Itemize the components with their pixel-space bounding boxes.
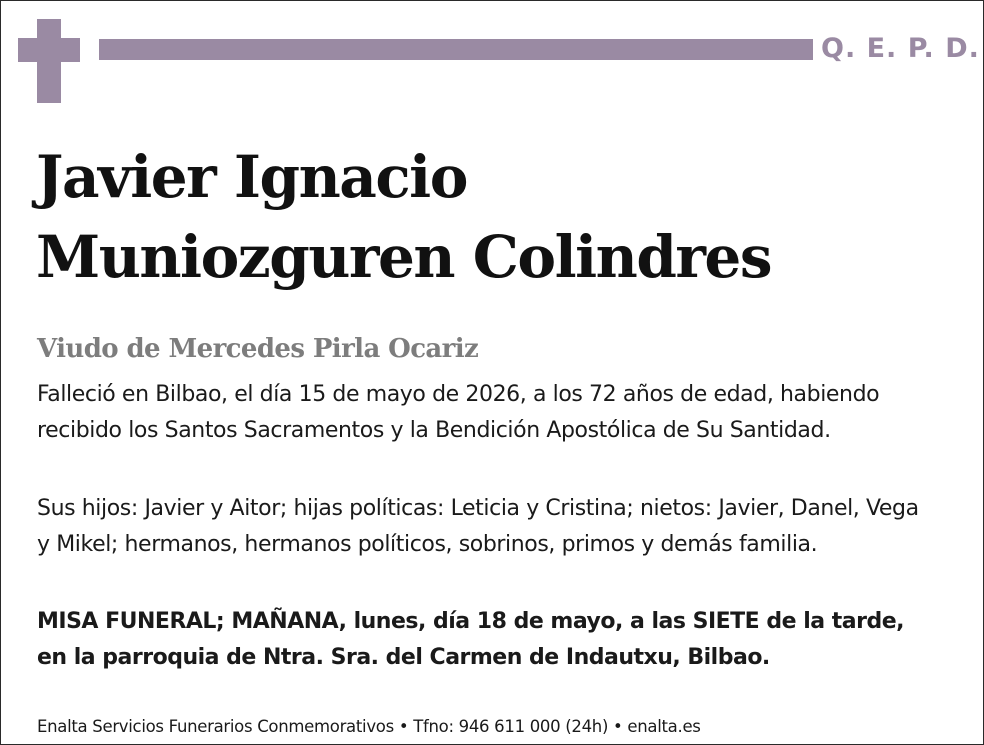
- deceased-name-line2: Muniozguren Colindres: [36, 223, 771, 291]
- family-paragraph: Sus hijos: Javier y Aitor; hijas políticas: Leticia y Cristina; nietos: Javier, Danel, Vega y Mikel; hermanos, hermanos políticos, sobrinos, primos y demás familia.: [37, 496, 919, 557]
- header-rule: [99, 39, 813, 60]
- deceased-name: [36, 137, 771, 297]
- deceased-name-line1: Javier Ignacio: [36, 143, 467, 211]
- death-notice-paragraph: Falleció en Bilbao, el día 15 de mayo de 2026, a los 72 años de edad, habiendo recibido los Santos Sacramentos y la Bendición Apostólica de Su Santidad.: [37, 382, 880, 443]
- footer-contact: Enalta Servicios Funerarios Conmemorativos • Tfno: 946 611 000 (24h) • enalta.es: [37, 717, 701, 736]
- widow-of-line: Viudo de Mercedes Pirla Ocariz: [37, 334, 479, 364]
- funeral-paragraph: MISA FUNERAL; MAÑANA, lunes, día 18 de mayo, a las SIETE de la tarde, en la parroquia de Ntra. Sra. del Carmen de Indautxu, Bilbao.: [37, 609, 904, 670]
- qepd-label: Q. E. P. D.: [821, 33, 980, 64]
- cross-horizontal-bar: [18, 38, 80, 62]
